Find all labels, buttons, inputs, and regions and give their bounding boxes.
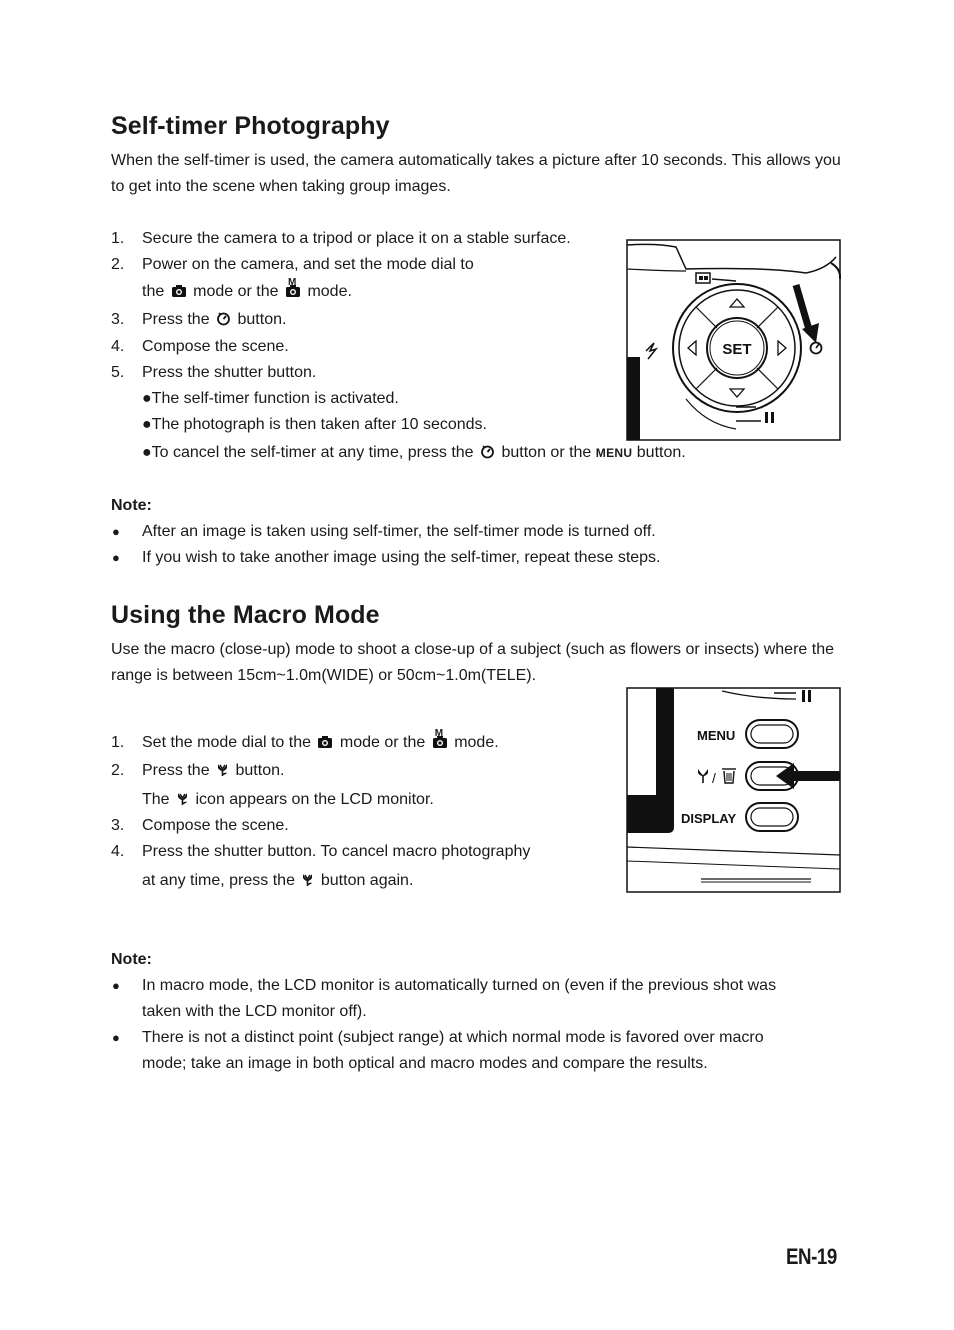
step-text-mode	[142, 277, 352, 302]
macro-intro: Use the macro (close-up) mode to shoot a close-up of a subject (such as flowers or insects) where the range is between 15cm~1.0m(WIDE) or 50cm~1.0m(TELE).	[111, 641, 834, 684]
step-number: 4.	[111, 843, 125, 860]
step-text-part: button.	[237, 311, 287, 328]
display-button-label: DISPLAY	[681, 811, 737, 826]
sub-bullet: ●The self-timer function is activated.	[142, 390, 399, 407]
note-item: If you wish to take another image using the self-timer, repeat these steps.	[142, 549, 661, 566]
macro-flower-icon	[216, 762, 229, 777]
note-item: After an image is taken using self-timer, the self-timer mode is turned off.	[142, 523, 656, 540]
step-text-macro-lcd: The icon appears on the LCD monitor.	[142, 791, 434, 808]
sub-bullet-cancel: ●To cancel the self-timer at any time, press the button or the MENU button.	[142, 444, 686, 461]
step-number: 2.	[111, 762, 125, 779]
bullet-icon: ●	[112, 524, 120, 539]
step-number: 5.	[111, 364, 125, 381]
note-label: Note:	[111, 951, 152, 968]
section-title-self-timer: Self-timer Photography	[111, 112, 390, 140]
manual-camera-icon: M	[432, 735, 448, 749]
step-text: Secure the camera to a tripod or place it on a stable surface.	[142, 230, 571, 247]
self-timer-intro: When the self-timer is used, the camera automatically takes a picture after 10 seconds. This allows you to get into the scene when taking group images.	[111, 152, 841, 195]
note-label: Note:	[111, 497, 152, 514]
step-text-part: Press the	[142, 311, 210, 328]
step-number: 3.	[111, 817, 125, 834]
separator-slash: /	[712, 770, 716, 786]
note-item: There is not a distinct point (subject range) at which normal mode is favored over macro	[142, 1029, 764, 1046]
step-number: 2.	[111, 256, 125, 273]
step-text-part: mode or the	[193, 283, 279, 300]
step-text-part: the	[142, 283, 165, 300]
camera-buttons-figure	[626, 687, 841, 893]
section-title-macro: Using the Macro Mode	[111, 601, 380, 629]
step-text: Compose the scene.	[142, 817, 289, 834]
step-number: 4.	[111, 338, 125, 355]
set-button-label: SET	[722, 341, 752, 358]
step-text: Compose the scene.	[142, 338, 289, 355]
step-text-timer	[142, 310, 286, 330]
sub-bullet: ●The photograph is then taken after 10 seconds.	[142, 416, 487, 433]
step-text-macro-cancel: at any time, press the button again.	[142, 872, 414, 889]
note-item: In macro mode, the LCD monitor is automatically turned on (even if the previous shot was	[142, 977, 777, 994]
self-timer-icon	[216, 311, 231, 326]
self-timer-icon	[480, 444, 495, 459]
step-text-macro: Press the button.	[142, 762, 285, 779]
camera-icon	[317, 735, 333, 749]
menu-button-label: MENU	[697, 728, 736, 743]
note-item: mode; take an image in both optical and macro modes and compare the results.	[142, 1055, 708, 1072]
step-text: Press the shutter button.	[142, 364, 317, 381]
note-item: taken with the LCD monitor off).	[142, 1003, 367, 1020]
step-text: Press the shutter button. To cancel macro photography	[142, 843, 531, 860]
step-number: 3.	[111, 311, 125, 328]
bullet-icon: ●	[112, 550, 120, 565]
step-number: 1.	[111, 230, 125, 247]
step-number: 1.	[111, 734, 125, 751]
macro-flower-icon	[301, 872, 314, 887]
bullet-icon: ●	[112, 978, 120, 993]
camera-icon	[171, 284, 187, 298]
step-text-mode: Set the mode dial to the mode or the M mode.	[142, 728, 499, 751]
camera-dpad-figure	[626, 239, 841, 441]
page-number: EN-19	[786, 1244, 837, 1269]
menu-label: MENU	[595, 446, 633, 460]
step-text: Power on the camera, and set the mode dial to	[142, 256, 474, 273]
manual-camera-icon: M	[285, 284, 301, 298]
step-text-part: mode.	[307, 283, 352, 300]
bullet-icon: ●	[112, 1030, 120, 1045]
macro-flower-icon	[176, 791, 189, 806]
